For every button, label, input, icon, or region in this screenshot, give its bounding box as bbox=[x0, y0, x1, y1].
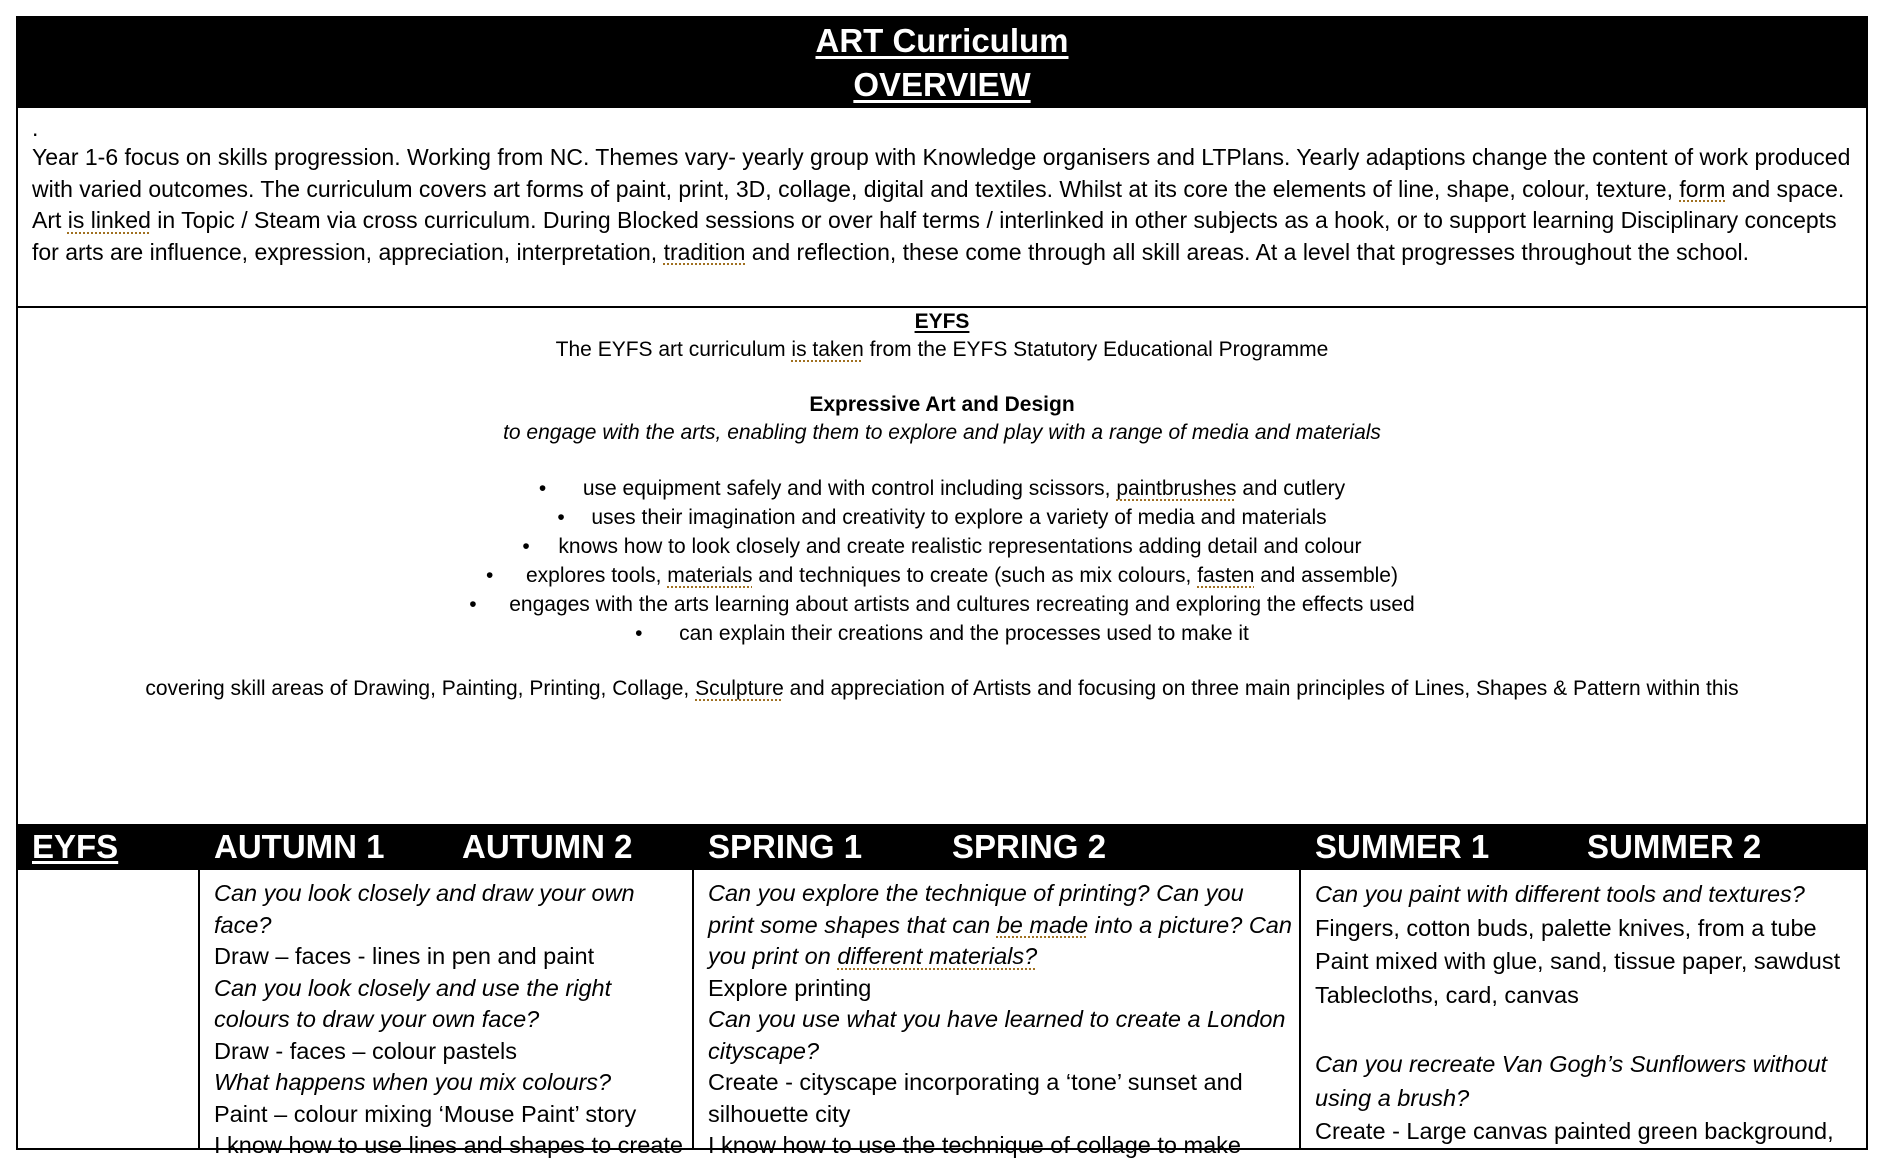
eyfs-aim: to engage with the arts, enabling them to explore and play with a range of media and materials bbox=[503, 421, 1381, 444]
flagged-word: is taken bbox=[791, 338, 864, 361]
flagged-word: form bbox=[1679, 175, 1726, 202]
column-divider bbox=[692, 870, 694, 1148]
flagged-word: be made bbox=[996, 911, 1089, 938]
flagged-word: fasten bbox=[1197, 564, 1255, 587]
question-line: Can you look closely and use the right bbox=[214, 974, 612, 1001]
activity-line: Tablecloths, card, canvas bbox=[1315, 981, 1579, 1008]
overview-dot: . bbox=[32, 115, 39, 141]
eyfs-coverage-text: covering skill areas of Drawing, Painting, Printing, Collage, bbox=[145, 677, 696, 700]
question-line: Can you recreate Van Gogh’s Sunflowers without bbox=[1315, 1051, 1828, 1077]
flagged-word: is linked bbox=[67, 207, 151, 233]
activity-line: Paint mixed with glue, sand, tissue paper, sawdust bbox=[1315, 948, 1841, 974]
list-item bbox=[18, 532, 1866, 561]
list-item-text: use equipment safely and with control including scissors, bbox=[582, 477, 1117, 500]
bullet-icon: • bbox=[469, 593, 477, 616]
flagged-word: Sculpture bbox=[695, 677, 784, 700]
flagged-word: tradition bbox=[663, 238, 746, 265]
column-header-summer-1: SUMMER 1 bbox=[1315, 828, 1490, 865]
list-item-text: uses their imagination and creativity to explore a variety of media and materials bbox=[591, 506, 1327, 529]
list-item-text: and techniques to create (such as mix colours, bbox=[752, 564, 1198, 587]
list-item-text: knows how to look closely and create realistic representations adding detail and colour bbox=[558, 535, 1362, 558]
list-item bbox=[18, 619, 1866, 648]
question-text: into a picture? Can bbox=[1088, 911, 1292, 938]
question-line: using a brush? bbox=[1315, 1084, 1470, 1111]
list-item bbox=[18, 503, 1866, 532]
overview-text-part: and reflection, these come through all skill areas. At a level that progresses throughout the school. bbox=[745, 238, 1750, 265]
activity-line: Draw - faces – colour pastels bbox=[214, 1037, 518, 1064]
activity-line: Draw – faces - lines in pen and paint bbox=[214, 943, 595, 969]
question-text: you print on bbox=[708, 943, 838, 969]
activity-line: silhouette city bbox=[708, 1100, 851, 1127]
question-line: What happens when you mix colours? bbox=[214, 1069, 612, 1095]
activity-line: I know how to use lines and shapes to create bbox=[214, 1132, 683, 1158]
activity-line: Create - Large canvas painted green background, bbox=[1315, 1118, 1834, 1144]
eyfs-coverage-text: and appreciation of Artists and focusing on three main principles of Lines, Shapes & Pattern within this bbox=[783, 677, 1739, 700]
question-line bbox=[708, 910, 1293, 942]
spring-cell bbox=[708, 878, 1293, 1162]
list-item-text: and cutlery bbox=[1236, 477, 1346, 500]
spacer bbox=[1315, 1012, 1860, 1048]
overview-text-part: in Topic / Steam via cross curriculum. During Blocked sessions or over half terms / interlinked in other subjects as a hook, or to support learning Disciplinary concepts for arts are influence, expression, appreciation, interpretation, bbox=[32, 207, 1837, 265]
question-line: Can you look closely and draw your own bbox=[214, 880, 635, 906]
flagged-word: different materials? bbox=[837, 943, 1038, 969]
document-subtitle: OVERVIEW bbox=[853, 66, 1031, 103]
question-line: cityscape? bbox=[708, 1037, 820, 1064]
eyfs-intro-text: from the EYFS Statutory Educational Programme bbox=[863, 338, 1329, 361]
autumn-cell bbox=[214, 878, 684, 1162]
eyfs-intro bbox=[18, 336, 1866, 364]
flagged-word: paintbrushes bbox=[1116, 477, 1237, 500]
activity-line: Explore printing bbox=[708, 974, 872, 1001]
question-line: Can you use what you have learned to create a London bbox=[708, 1006, 1286, 1032]
question-text: print some shapes that can bbox=[708, 911, 997, 938]
eyfs-section bbox=[18, 308, 1866, 703]
question-line bbox=[708, 941, 1293, 973]
term-header-row bbox=[18, 824, 1866, 870]
column-header-autumn-2: AUTUMN 2 bbox=[462, 828, 633, 865]
curriculum-document bbox=[16, 16, 1868, 1158]
overview-text-part: and space. Art bbox=[32, 175, 1845, 233]
column-header-eyfs: EYFS bbox=[32, 828, 119, 865]
eyfs-subheading: Expressive Art and Design bbox=[809, 393, 1075, 416]
bullet-icon: • bbox=[538, 477, 547, 500]
question-line: colours to draw your own face? bbox=[214, 1006, 540, 1032]
bullet-icon: • bbox=[557, 506, 565, 529]
title-bar bbox=[18, 18, 1866, 108]
summer-cell bbox=[1315, 878, 1860, 1149]
flagged-word: materials bbox=[667, 564, 753, 587]
question-line: face? bbox=[214, 911, 272, 938]
overview-text-part: Year 1-6 focus on skills progression. Working from NC. Themes vary- yearly group with Knowledge organisers and LTPlans. Yearly adaptions change the content of work produced with varied outcomes. The curriculum covers art forms of paint, print, 3D, collage, digital and textiles. Whilst at its core the elements of line, shape, colour, texture, bbox=[32, 144, 1851, 202]
spacer bbox=[18, 648, 1866, 675]
list-item bbox=[18, 474, 1866, 503]
spacer bbox=[18, 447, 1866, 474]
column-divider bbox=[198, 870, 200, 1148]
list-item-text: engages with the arts learning about artists and cultures recreating and exploring the effects used bbox=[509, 593, 1415, 616]
question-line: Can you paint with different tools and textures? bbox=[1315, 881, 1805, 907]
list-item bbox=[18, 561, 1866, 590]
eyfs-heading: EYFS bbox=[914, 310, 970, 333]
document-title: ART Curriculum bbox=[815, 22, 1069, 59]
column-header-spring-2: SPRING 2 bbox=[952, 828, 1107, 865]
spacer bbox=[18, 364, 1866, 391]
list-item bbox=[18, 590, 1866, 619]
eyfs-intro-text: The EYFS art curriculum bbox=[555, 338, 792, 361]
overview-text bbox=[32, 114, 1852, 268]
list-item-text: explores tools, bbox=[526, 564, 668, 587]
question-line: Can you explore the technique of printing? Can you bbox=[708, 880, 1244, 906]
activity-line: Paint – colour mixing ‘Mouse Paint’ story bbox=[214, 1100, 637, 1127]
bullet-icon: • bbox=[522, 535, 530, 558]
activity-line: Create - cityscape incorporating a ‘tone’ sunset and bbox=[708, 1069, 1243, 1095]
column-header-spring-1: SPRING 1 bbox=[708, 828, 863, 865]
column-header-autumn-1: AUTUMN 1 bbox=[214, 828, 385, 865]
eyfs-coverage bbox=[18, 675, 1866, 703]
column-header-summer-2: SUMMER 2 bbox=[1587, 828, 1762, 865]
list-item-text: can explain their creations and the processes used to make it bbox=[679, 622, 1249, 645]
activity-line: Fingers, cotton buds, palette knives, from a tube bbox=[1315, 914, 1817, 941]
eyfs-goals-list bbox=[18, 474, 1866, 648]
bullet-icon: • bbox=[486, 564, 494, 587]
column-divider bbox=[1299, 870, 1301, 1148]
list-item-text: and assemble) bbox=[1254, 564, 1398, 587]
activity-line: I know how to use the technique of collage to make bbox=[708, 1132, 1241, 1158]
bullet-icon: • bbox=[635, 622, 643, 645]
